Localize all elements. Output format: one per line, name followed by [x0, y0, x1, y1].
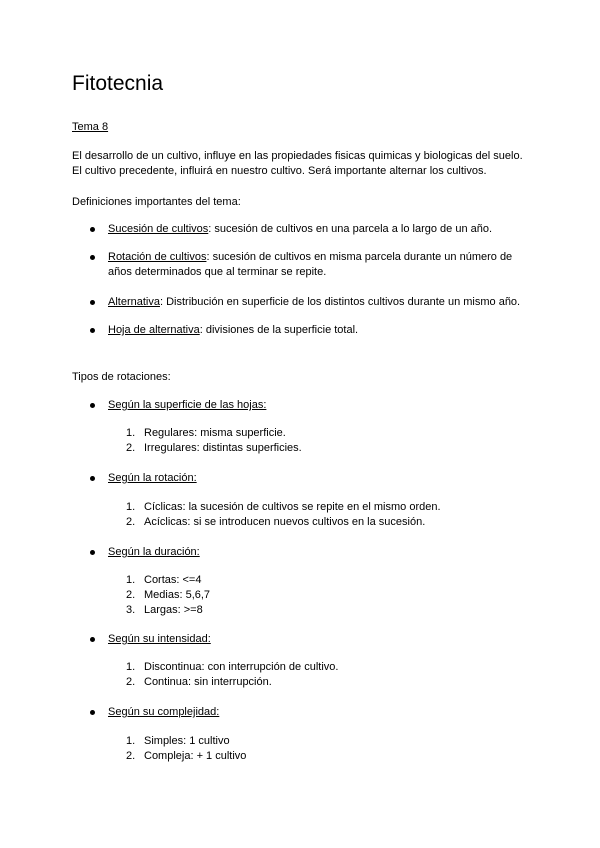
bullet-icon [90, 550, 95, 555]
bullet-icon [90, 476, 95, 481]
numbered-item [126, 426, 286, 441]
item-number: 1. [126, 661, 136, 673]
definition-text: : sucesión de cultivos en una parcela a lo largo de un año. [208, 223, 493, 235]
definition-term: Alternativa [108, 296, 160, 308]
bullet-icon [90, 403, 95, 408]
numbered-item [126, 515, 425, 530]
intro-line-2: El cultivo precedente, influirá en nuestro cultivo. Será importante alternar los cultivos. [72, 165, 487, 177]
numbered-item [126, 441, 302, 456]
definition-term: Hoja de alternativa [108, 324, 200, 336]
numbered-item [126, 588, 210, 603]
item-text: Cíclicas: la sucesión de cultivos se repite en el mismo orden. [144, 501, 441, 513]
section-subtitle: Tema 8 [72, 121, 109, 133]
item-text: Simples: 1 cultivo [144, 735, 230, 747]
numbered-item [126, 660, 338, 675]
rotation-type-label: Según la superficie de las hojas: [108, 399, 267, 411]
definition-text: : sucesión de cultivos en misma parcela durante un número de [206, 251, 513, 263]
item-text: Irregulares: distintas superficies. [144, 442, 302, 454]
item-text: Acíclicas: si se introducen nuevos cultivos en la sucesión. [144, 516, 426, 528]
bullet-icon [90, 255, 95, 260]
item-number: 2. [126, 442, 136, 454]
definition-text: : divisiones de la superficie total. [199, 324, 359, 336]
numbered-item [126, 573, 201, 588]
item-text: Compleja: + 1 cultivo [144, 750, 247, 762]
item-number: 1. [126, 574, 136, 586]
types-heading: Tipos de rotaciones: [72, 371, 171, 383]
item-text: Regulares: misma superficie. [144, 427, 286, 439]
bullet-icon [90, 227, 95, 232]
numbered-item [126, 675, 272, 690]
item-text: Largas: >=8 [144, 604, 203, 616]
definitions-heading: Definiciones importantes del tema: [72, 196, 241, 208]
item-number: 2. [126, 589, 136, 601]
numbered-item [126, 734, 230, 749]
item-number: 1. [126, 735, 136, 747]
bullet-icon [90, 710, 95, 715]
rotation-type-label: Según su complejidad: [108, 706, 220, 718]
item-text: Medias: 5,6,7 [144, 589, 211, 601]
intro-line-1: El desarrollo de un cultivo, influye en las propiedades fisicas quimicas y biologicas del suelo. [72, 150, 523, 162]
rotation-type-label: Según la duración: [108, 546, 200, 558]
bullet-icon [90, 328, 95, 333]
item-number: 1. [126, 501, 136, 513]
item-number: 3. [126, 604, 136, 616]
numbered-item [126, 603, 203, 618]
item-number: 1. [126, 427, 136, 439]
rotation-type-label: Según la rotación: [108, 472, 197, 484]
item-text: Discontinua: con interrupción de cultivo. [144, 661, 339, 673]
numbered-item [126, 500, 441, 515]
rotation-type-label: Según su intensidad: [108, 633, 211, 645]
item-number: 2. [126, 676, 136, 688]
intro-paragraph [72, 149, 542, 179]
item-text: Continua: sin interrupción. [144, 676, 272, 688]
bullet-icon [90, 637, 95, 642]
page-title: Fitotecnia [72, 72, 164, 95]
definition-text: : Distribución en superficie de los distintos cultivos durante un mismo año. [159, 296, 521, 308]
item-number: 2. [126, 516, 136, 528]
item-number: 2. [126, 750, 136, 762]
definition-text-continued: años determinados que al terminar se repite. [108, 266, 327, 278]
definition-term: Sucesión de cultivos [108, 223, 209, 235]
numbered-item [126, 749, 246, 764]
bullet-icon [90, 300, 95, 305]
item-text: Cortas: <=4 [144, 574, 202, 586]
definition-term: Rotación de cultivos [108, 251, 207, 263]
